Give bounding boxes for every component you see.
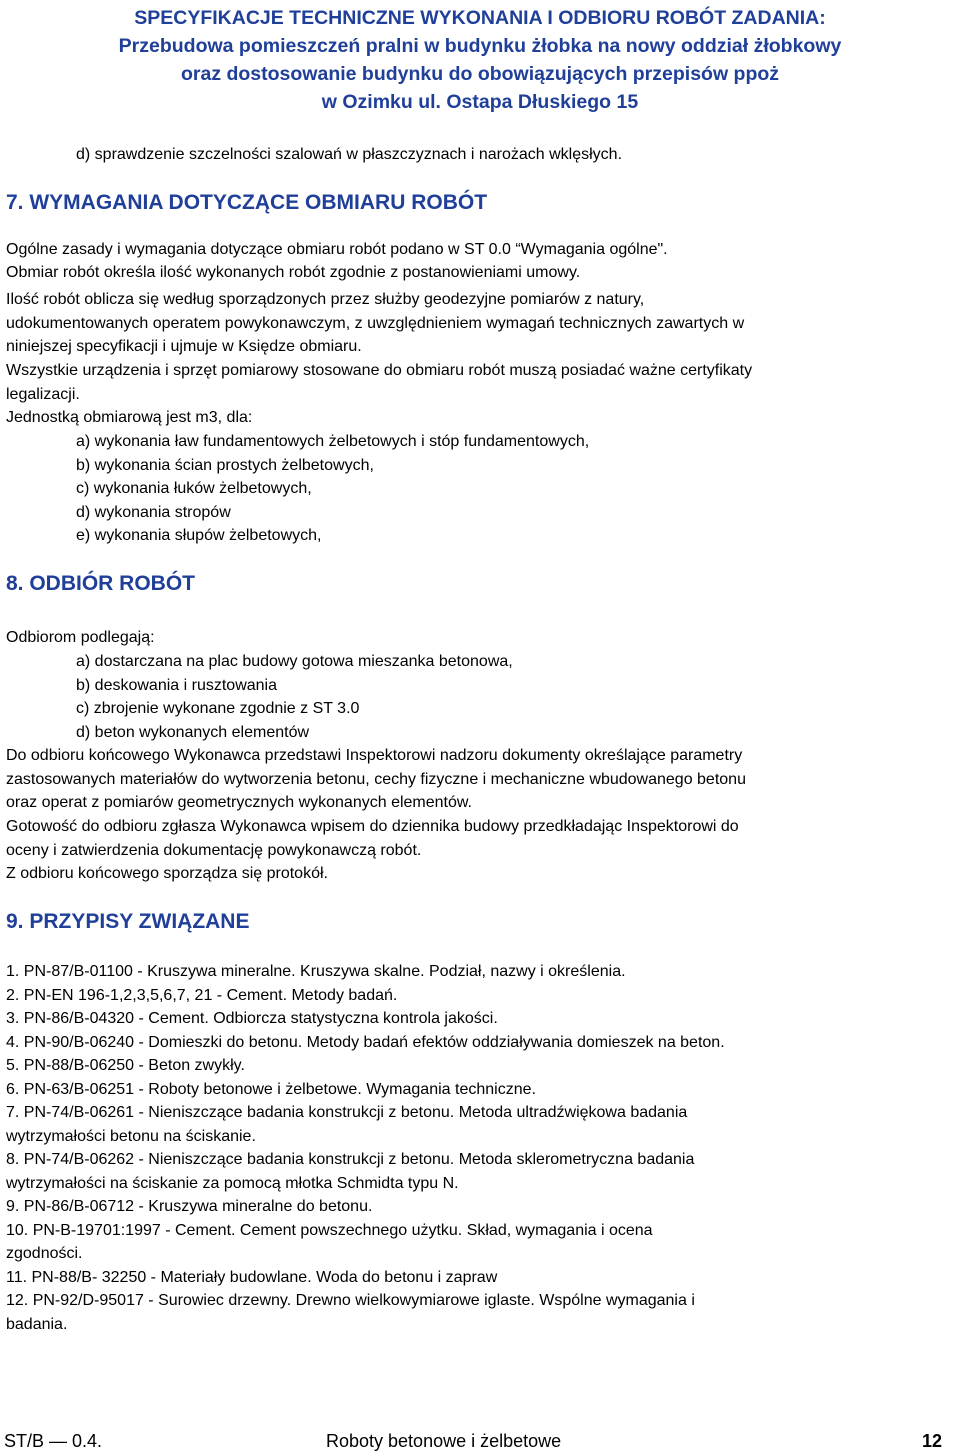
standard-item: wytrzymałości betonu na ściskanie. xyxy=(6,1127,256,1145)
standard-item: 1. PN-87/B-01100 - Kruszywa mineralne. Kruszywa skalne. Podział, nazwy i określenia. xyxy=(6,963,626,980)
paragraph-line: Do odbioru końcowego Wykonawca przedstawi Inspektorowi nadzoru dokumenty określające parametry xyxy=(6,747,743,764)
section-9-heading: 9. PRZYPISY ZWIĄZANE xyxy=(6,910,250,933)
standard-item: 2. PN-EN 196-1,2,3,5,6,7, 21 - Cement. Metody badań. xyxy=(6,986,398,1004)
section-8-paragraph xyxy=(6,744,946,815)
section-7-paragraph: Ogólne zasady i wymagania dotyczące obmiaru robót podano w ST 0.0 “Wymagania ogólne". xyxy=(6,241,668,258)
standard-item: 4. PN-90/B-06240 - Domieszki do betonu. Metody badań efektów oddziaływania domieszek na beton. xyxy=(6,1033,725,1051)
intro-list-item: d) sprawdzenie szczelności szalowań w płaszczyznach i narożach wklęsłych. xyxy=(76,146,623,163)
page-number: 12 xyxy=(921,1431,942,1451)
section-7-paragraph: Obmiar robót określa ilość wykonanych robót zgodnie z postanowieniami umowy. xyxy=(6,264,581,281)
section-8-list xyxy=(6,650,946,744)
section-8-paragraph: Odbiorom podlegają: xyxy=(6,629,155,646)
header-line: oraz dostosowanie budynku do obowiązujących przepisów ppoż xyxy=(180,63,780,85)
paragraph-line: Gotowość do odbioru zgłasza Wykonawca wpisem do dziennika budowy przedkładając Inspektorowi do xyxy=(6,818,739,835)
list-item: b) wykonania ścian prostych żelbetowych, xyxy=(76,456,374,474)
header-line: SPECYFIKACJE TECHNICZNE WYKONANIA I ODBIORU ROBÓT ZADANIA: xyxy=(134,7,826,29)
list-item: a) wykonania ław fundamentowych żelbetowych i stóp fundamentowych, xyxy=(76,433,590,450)
list-item: d) wykonania stropów xyxy=(76,503,231,521)
standard-item: 5. PN-88/B-06250 - Beton zwykły. xyxy=(6,1057,245,1074)
list-item: e) wykonania słupów żelbetowych, xyxy=(76,527,322,544)
list-item: c) wykonania łuków żelbetowych, xyxy=(76,480,312,497)
paragraph-line: zastosowanych materiałów do wytworzenia betonu, cechy fizyczne i mechaniczne wbudowanego betonu xyxy=(6,770,746,788)
standard-item: 9. PN-86/B-06712 - Kruszywa mineralne do betonu. xyxy=(6,1198,373,1215)
section-8-paragraph: Z odbioru końcowego sporządza się protokół. xyxy=(6,865,328,882)
paragraph-line: Wszystkie urządzenia i sprzęt pomiarowy stosowane do obmiaru robót muszą posiadać ważne certyfikaty xyxy=(6,362,753,379)
paragraph-line: udokumentowanych operatem powykonawczym, z uwzględnieniem wymagań technicznych zawartych w xyxy=(6,314,745,332)
standard-item: 3. PN-86/B-04320 - Cement. Odbiorcza statystyczna kontrola jakości. xyxy=(6,1010,498,1027)
section-8-heading: 8. ODBIÓR ROBÓT xyxy=(6,572,196,595)
list-item: d) beton wykonanych elementów xyxy=(76,723,310,741)
paragraph-line: niniejszej specyfikacji i ujmuje w Księdze obmiaru. xyxy=(6,338,362,355)
standard-item: 6. PN-63/B-06251 - Roboty betonowe i żelbetowe. Wymagania techniczne. xyxy=(6,1080,536,1098)
paragraph-line: oraz operat z pomiarów geometrycznych wykonanych elementów. xyxy=(6,794,472,811)
section-7-paragraph xyxy=(6,288,946,359)
footer-document-code: ST/B — 0.4. xyxy=(4,1431,103,1451)
standard-item: 8. PN-74/B-06262 - Nieniszczące badania konstrukcji z betonu. Metoda sklerometryczna badania xyxy=(6,1151,695,1168)
list-item: c) zbrojenie wykonane zgodnie z ST 3.0 xyxy=(76,700,360,717)
paragraph-line: oceny i zatwierdzenia dokumentację powykonawczą robót. xyxy=(6,841,422,859)
page-footer xyxy=(4,1428,942,1454)
standard-item: wytrzymałości na ściskanie za pomocą młotka Schmidta typu N. xyxy=(6,1174,459,1192)
standard-item: badania. xyxy=(6,1315,68,1333)
section-7-list xyxy=(6,430,946,548)
standard-item: 10. PN-B-19701:1997 - Cement. Cement powszechnego użytku. Skład, wymagania i ocena xyxy=(6,1221,653,1239)
header-line: w Ozimku ul. Ostapa Dłuskiego 15 xyxy=(321,91,639,113)
section-7-heading: 7. WYMAGANIA DOTYCZĄCE OBMIARU ROBÓT xyxy=(6,191,488,214)
standards-list xyxy=(6,960,946,1336)
standard-item: zgodności. xyxy=(6,1245,83,1262)
document-header xyxy=(0,4,960,116)
standard-item: 12. PN-92/D-95017 - Surowiec drzewny. Drewno wielkowymiarowe iglaste. Wspólne wymagania i xyxy=(6,1292,695,1309)
footer-title: Roboty betonowe i żelbetowe xyxy=(326,1431,562,1451)
section-7-paragraph xyxy=(6,359,946,406)
header-line: Przebudowa pomieszczeń pralni w budynku żłobka na nowy oddział żłobkowy xyxy=(118,35,842,57)
list-item: a) dostarczana na plac budowy gotowa mieszanka betonowa, xyxy=(76,653,513,670)
paragraph-line: Ilość robót oblicza się według sporządzonych przez służby geodezyjne pomiarów z natury, xyxy=(6,291,645,308)
standard-item: 7. PN-74/B-06261 - Nieniszczące badania konstrukcji z betonu. Metoda ultradźwiękowa badania xyxy=(6,1104,688,1121)
section-8-paragraph xyxy=(6,815,946,862)
standard-item: 11. PN-88/B- 32250 - Materiały budowlane. Woda do betonu i zapraw xyxy=(6,1268,498,1286)
section-7-paragraph: Jednostką obmiarową jest m3, dla: xyxy=(6,409,253,426)
list-item: b) deskowania i rusztowania xyxy=(76,676,277,694)
paragraph-line: legalizacji. xyxy=(6,385,80,403)
